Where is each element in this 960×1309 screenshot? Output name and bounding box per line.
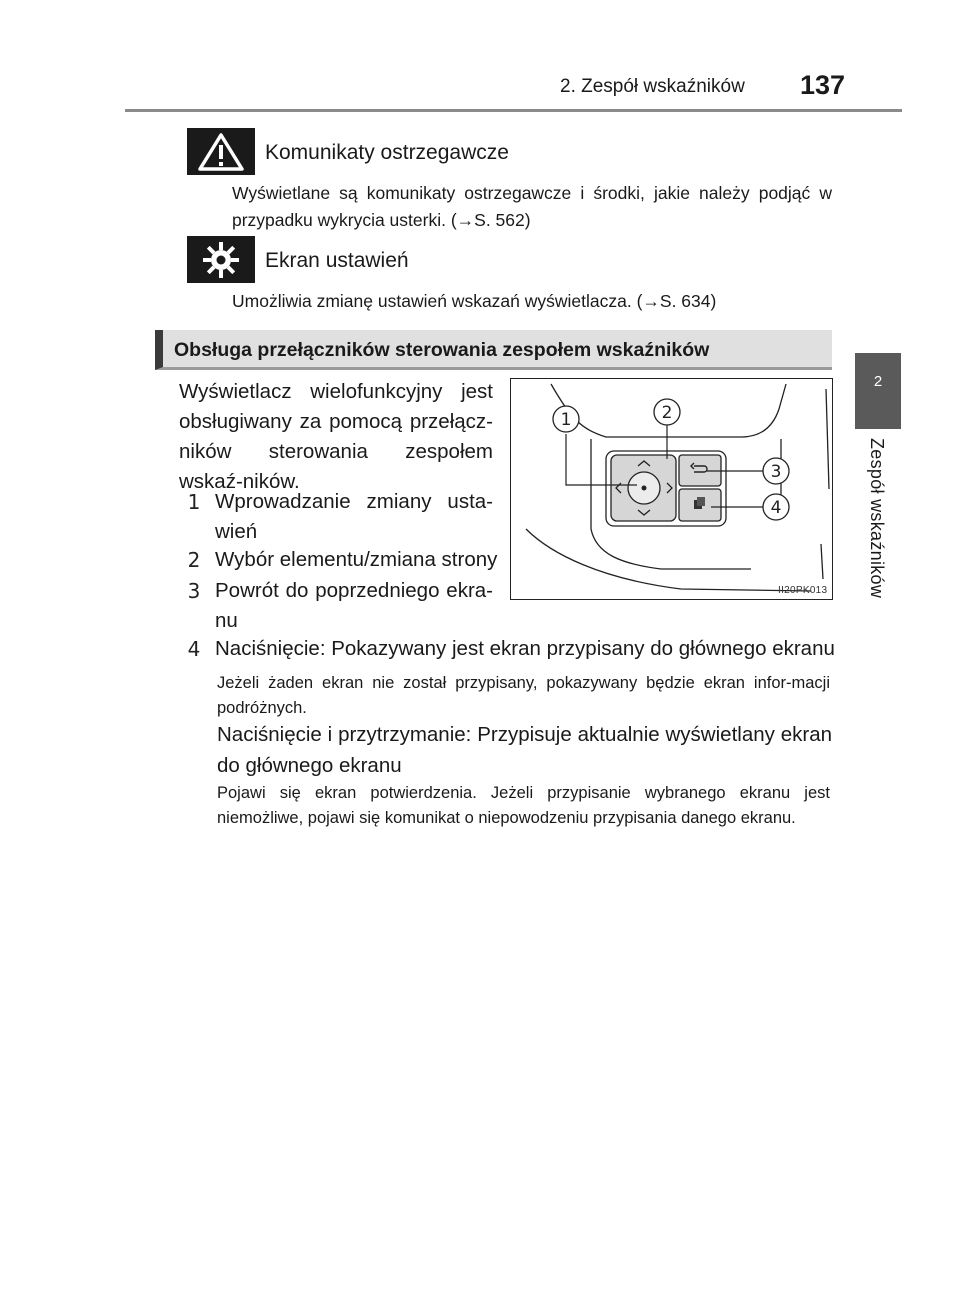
list-item-text: Naciśnięcie: Pokazywany jest ekran przypisany do głównego ekranu: [215, 637, 835, 660]
chapter-tab-title: Zespół wskaźników: [867, 438, 887, 599]
steering-switch-illustration: [511, 379, 831, 598]
callout-1: 1: [560, 410, 572, 430]
press-hold-text: Naciśnięcie i przytrzymanie: Przypisuje aktualnie wyświetlany ekran do głównego ekranu: [217, 723, 832, 777]
chapter-tab: [855, 353, 901, 429]
figure-code: II20PK013: [778, 585, 828, 596]
list-number: 2: [187, 548, 201, 572]
note-text: Jeżeli żaden ekran nie został przypisany, pokazywany będzie ekran infor-macji podróżnych.: [217, 674, 830, 717]
warning-triangle-icon: [187, 128, 255, 175]
callout-3: 3: [770, 462, 782, 482]
gear-icon: [187, 236, 255, 283]
list-item-text: Powrót do poprzedniego ekra-nu: [215, 579, 493, 632]
list-item-text: Wybór elementu/zmiana strony: [215, 548, 498, 571]
list-number: 4: [187, 637, 201, 661]
section-heading: Obsługa przełączników sterowania zespołem wskaźników: [174, 339, 710, 361]
section-intro: Wyświetlacz wielofunkcyjny jest obsługiwany za pomocą przełącz-ników sterowania zespołem wskaź-ników.: [179, 380, 493, 493]
item-description-warning-messages: Wyświetlane są komunikaty ostrzegawcze i środki, jakie należy podjąć w przypadku wykrycia usterki. (→S. 562): [232, 183, 832, 230]
item-title-settings-screen: Ekran ustawień: [265, 249, 409, 272]
list-number: 3: [187, 579, 201, 603]
page-number: 137: [800, 70, 846, 100]
list-item-text: Wprowadzanie zmiany usta-wień: [215, 490, 493, 543]
running-header-section: 2. Zespół wskaźników: [560, 76, 745, 97]
callout-2: 2: [661, 403, 673, 423]
item-title-warning-messages: Komunikaty ostrzegawcze: [265, 141, 509, 164]
chapter-tab-number: 2: [873, 373, 883, 390]
steering-switch-figure: [510, 378, 833, 600]
callout-4: 4: [770, 498, 782, 518]
header-rule: [125, 109, 902, 112]
item-description-settings-screen: Umożliwia zmianę ustawień wskazań wyświetlacza. (→S. 634): [232, 291, 717, 311]
list-number: 1: [187, 490, 201, 514]
note-text: Pojawi się ekran potwierdzenia. Jeżeli przypisanie wybranego ekranu jest niemożliwe, pojawi się komunikat o niepowodzeniu przypisania danego ekranu.: [217, 784, 830, 827]
